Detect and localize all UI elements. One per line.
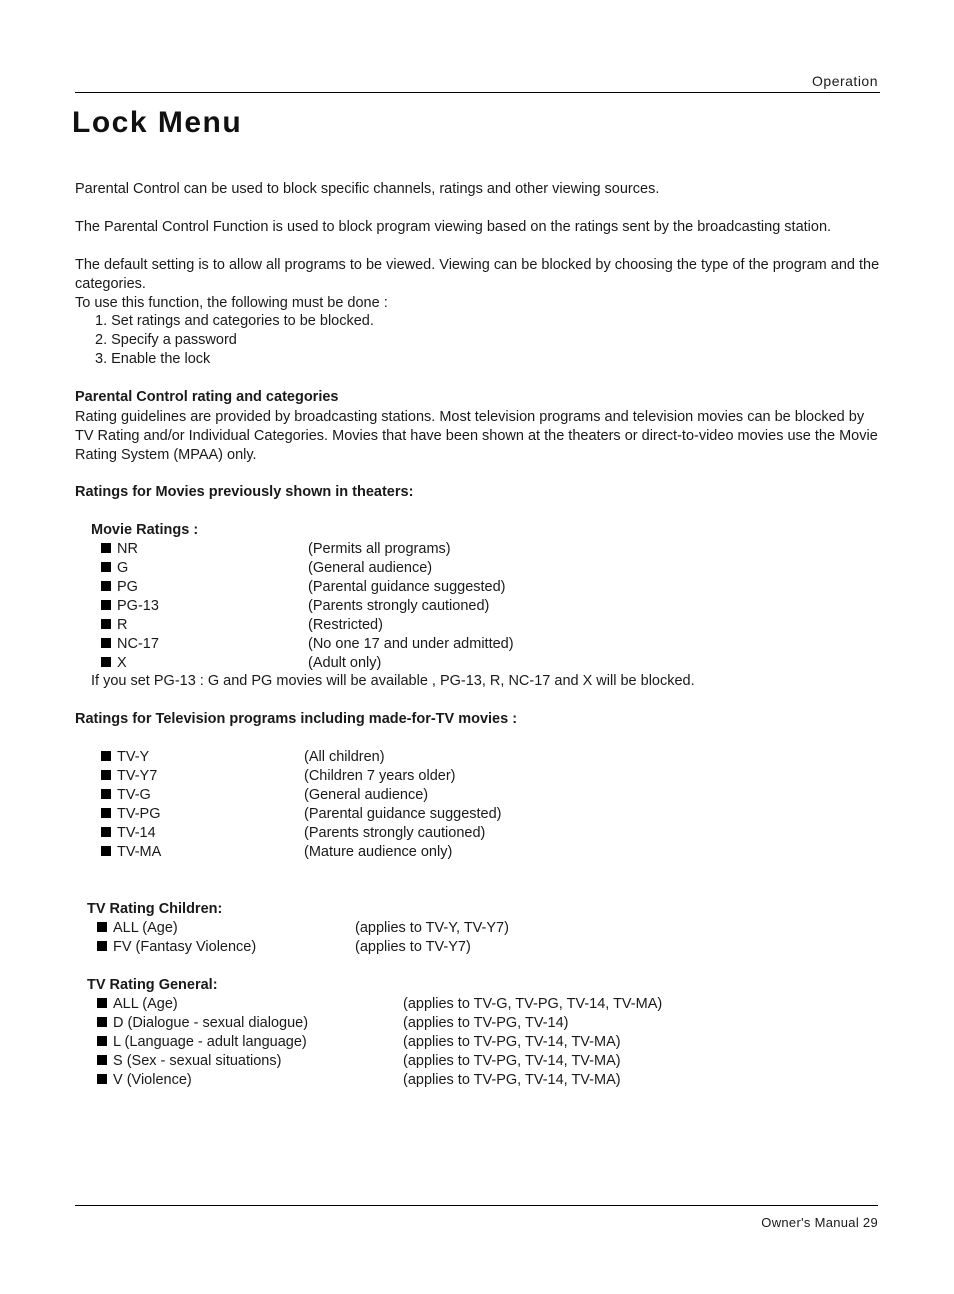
rating-code: NC-17 <box>117 636 159 652</box>
rating-code: FV (Fantasy Violence) <box>113 939 257 955</box>
rating-row <box>97 939 256 955</box>
rating-description: (Restricted) <box>308 617 383 633</box>
bullet-square-icon <box>101 581 111 591</box>
rating-code: TV-Y7 <box>117 768 158 784</box>
rating-row <box>97 1053 281 1069</box>
rating-description: (No one 17 and under admitted) <box>308 636 514 652</box>
parental-heading: Parental Control rating and categories <box>75 389 339 405</box>
rating-row <box>101 598 159 614</box>
rating-description: (applies to TV-PG, TV-14, TV-MA) <box>403 1072 621 1088</box>
rating-row <box>101 560 128 576</box>
rating-row <box>101 768 157 784</box>
rating-row <box>101 579 138 595</box>
movies-note: If you set PG-13 : G and PG movies will be available , PG-13, R, NC-17 and X will be blocked. <box>91 673 695 689</box>
rating-description: (applies to TV-PG, TV-14, TV-MA) <box>403 1034 621 1050</box>
footer-page-label: Owner's Manual 29 <box>761 1215 878 1230</box>
movie-ratings-subheading: Movie Ratings : <box>91 522 199 538</box>
rating-code: D (Dialogue - sexual dialogue) <box>113 1015 309 1031</box>
rating-description: (Adult only) <box>308 655 382 671</box>
section-label: Operation <box>812 73 878 89</box>
rating-row <box>97 996 178 1012</box>
rating-row <box>101 806 161 822</box>
rating-row <box>97 1034 307 1050</box>
bullet-square-icon <box>101 770 111 780</box>
parental-body: Rating guidelines are provided by broadcasting stations. Most television programs and television movies can be blocked by TV Rating and/or Individual Categories. Movies that have been shown at the theaters or direct-to-video movies use the Movie Rating System (MPAA) only. <box>75 409 878 463</box>
bullet-square-icon <box>97 1074 107 1084</box>
rating-description: (applies to TV-Y, TV-Y7) <box>355 920 509 936</box>
rating-code: TV-PG <box>117 806 161 822</box>
rating-code: G <box>117 560 129 576</box>
rating-row <box>97 1072 192 1088</box>
rating-description: (Children 7 years older) <box>304 768 456 784</box>
bullet-square-icon <box>101 751 111 761</box>
step-item: 2. Specify a password <box>95 332 237 348</box>
rating-row <box>101 844 161 860</box>
rating-code: TV-G <box>117 787 151 803</box>
rating-code: V (Violence) <box>113 1072 192 1088</box>
rating-row <box>101 787 151 803</box>
intro-paragraph-2: The Parental Control Function is used to block program viewing based on the ratings sent by the broadcasting station. <box>75 219 832 235</box>
movies-heading: Ratings for Movies previously shown in theaters: <box>75 484 414 500</box>
rating-code: ALL (Age) <box>113 996 178 1012</box>
header-divider <box>75 92 880 93</box>
bullet-square-icon <box>97 1017 107 1027</box>
rating-description: (General audience) <box>304 787 429 803</box>
step-item: 3. Enable the lock <box>95 351 211 367</box>
rating-row <box>101 825 156 841</box>
bullet-square-icon <box>101 657 111 667</box>
bullet-square-icon <box>101 600 111 610</box>
rating-row <box>101 749 149 765</box>
rating-code: X <box>117 655 127 671</box>
rating-row <box>101 617 127 633</box>
bullet-square-icon <box>101 638 111 648</box>
rating-description: (applies to TV-G, TV-PG, TV-14, TV-MA) <box>403 996 663 1012</box>
rating-description: (Mature audience only) <box>304 844 453 860</box>
bullet-square-icon <box>101 619 111 629</box>
rating-description: (Parents strongly cautioned) <box>308 598 490 614</box>
rating-code: TV-MA <box>117 844 162 860</box>
rating-row <box>101 636 159 652</box>
footer-divider <box>75 1205 878 1206</box>
rating-code: PG <box>117 579 138 595</box>
intro-paragraph-1: Parental Control can be used to block specific channels, ratings and other viewing sources. <box>75 181 660 197</box>
rating-description: (General audience) <box>308 560 433 576</box>
rating-row <box>97 920 178 936</box>
bullet-square-icon <box>101 789 111 799</box>
rating-description: (Permits all programs) <box>308 541 451 557</box>
rating-code: PG-13 <box>117 598 159 614</box>
bullet-square-icon <box>97 941 107 951</box>
rating-code: R <box>117 617 128 633</box>
rating-code: L (Language - adult language) <box>113 1034 307 1050</box>
bullet-square-icon <box>101 846 111 856</box>
bullet-square-icon <box>101 562 111 572</box>
children-heading: TV Rating Children: <box>87 901 223 917</box>
rating-code: NR <box>117 541 138 557</box>
rating-code: ALL (Age) <box>113 920 178 936</box>
rating-row <box>97 1015 308 1031</box>
rating-code: TV-Y <box>117 749 150 765</box>
rating-description: (Parental guidance suggested) <box>304 806 502 822</box>
intro-paragraph-4: To use this function, the following must be done : <box>75 295 388 311</box>
bullet-square-icon <box>97 1055 107 1065</box>
rating-description: (applies to TV-Y7) <box>355 939 471 955</box>
page-title: Lock Menu <box>72 106 243 139</box>
general-heading: TV Rating General: <box>87 977 218 993</box>
bullet-square-icon <box>101 827 111 837</box>
bullet-square-icon <box>101 543 111 553</box>
bullet-square-icon <box>97 1036 107 1046</box>
rating-code: TV-14 <box>117 825 156 841</box>
intro-paragraph-3: The default setting is to allow all programs to be viewed. Viewing can be blocked by choosing the type of the program and the categories. <box>75 257 880 292</box>
rating-description: (All children) <box>304 749 385 765</box>
rating-description: (Parents strongly cautioned) <box>304 825 486 841</box>
step-item: 1. Set ratings and categories to be blocked. <box>95 313 374 329</box>
bullet-square-icon <box>97 922 107 932</box>
rating-row <box>101 655 127 671</box>
rating-row <box>101 541 138 557</box>
rating-code: S (Sex - sexual situations) <box>113 1053 282 1069</box>
rating-description: (applies to TV-PG, TV-14, TV-MA) <box>403 1053 621 1069</box>
rating-description: (applies to TV-PG, TV-14) <box>403 1015 569 1031</box>
bullet-square-icon <box>97 998 107 1008</box>
bullet-square-icon <box>101 808 111 818</box>
tv-heading: Ratings for Television programs including made-for-TV movies : <box>75 711 518 727</box>
rating-description: (Parental guidance suggested) <box>308 579 506 595</box>
